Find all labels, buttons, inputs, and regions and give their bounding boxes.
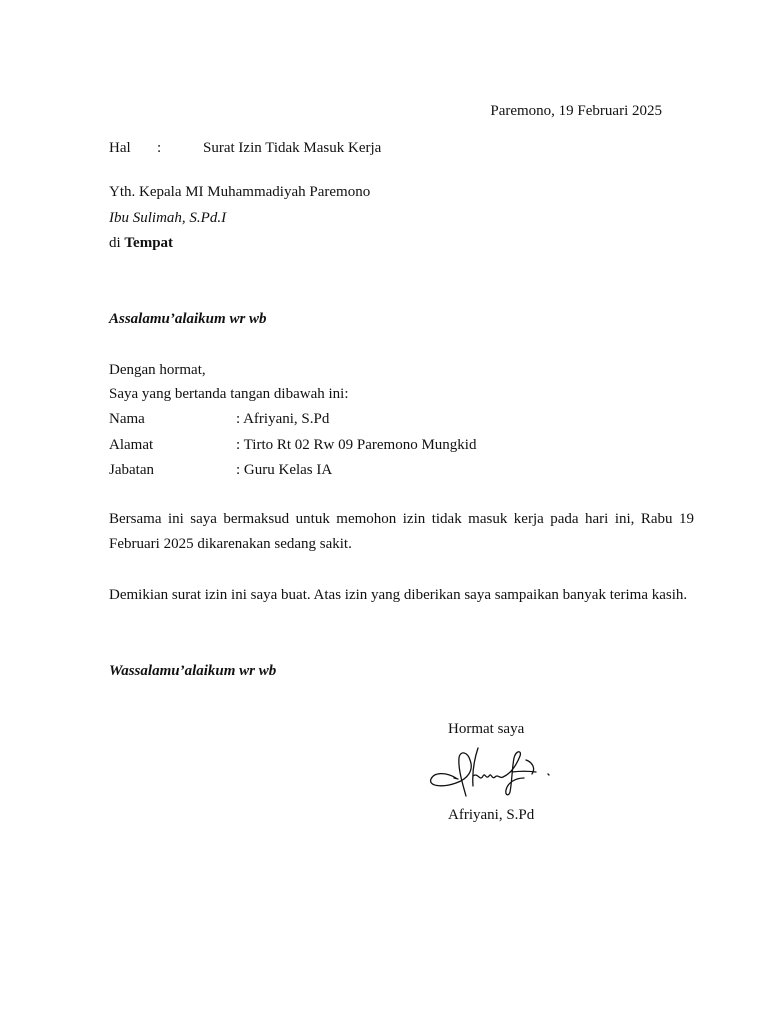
regards-text: Hormat saya bbox=[448, 721, 525, 737]
field-value: : Tirto Rt 02 Rw 09 Paremono Mungkid bbox=[236, 437, 477, 453]
field-key: Alamat bbox=[109, 437, 154, 453]
signer-name: Afriyani, S.Pd bbox=[448, 807, 535, 823]
handwritten-signature bbox=[428, 742, 554, 798]
recipient-line-2: Ibu Sulimah, S.Pd.I bbox=[109, 210, 227, 226]
field-key: Jabatan bbox=[109, 462, 154, 478]
subject-colon: : bbox=[157, 140, 162, 156]
field-value: : Afriyani, S.Pd bbox=[236, 411, 330, 427]
body-paragraph-1: Bersama ini saya bermaksud untuk memohon izin tidak masuk kerja pada hari ini, Rabu 19 Februari 2025 dikarenakan sedang sakit. bbox=[109, 511, 694, 552]
subject-row bbox=[109, 139, 381, 157]
opening-greeting: Assalamu’alaikum wr wb bbox=[109, 311, 267, 327]
field-key: Nama bbox=[109, 411, 145, 427]
recipient-place: Tempat bbox=[124, 235, 174, 251]
field-value: : Guru Kelas IA bbox=[236, 462, 333, 478]
recipient-place-prefix: di bbox=[109, 235, 121, 251]
field-row-position bbox=[109, 461, 332, 479]
intro-text: Saya yang bertanda tangan dibawah ini: bbox=[109, 386, 349, 402]
recipient-line-3 bbox=[109, 234, 173, 252]
field-row-name bbox=[109, 410, 329, 428]
salutation: Dengan hormat, bbox=[109, 362, 206, 378]
place-date: Paremono, 19 Februari 2025 bbox=[490, 103, 662, 119]
closing-greeting: Wassalamu’alaikum wr wb bbox=[109, 663, 277, 679]
field-row-address bbox=[109, 436, 476, 454]
subject-label: Hal bbox=[109, 140, 131, 156]
subject-value: Surat Izin Tidak Masuk Kerja bbox=[203, 140, 382, 156]
body-paragraph-2: Demikian surat izin ini saya buat. Atas izin yang diberikan saya sampaikan banyak terima kasih. bbox=[109, 587, 688, 603]
recipient-line-1: Yth. Kepala MI Muhammadiyah Paremono bbox=[109, 184, 371, 200]
